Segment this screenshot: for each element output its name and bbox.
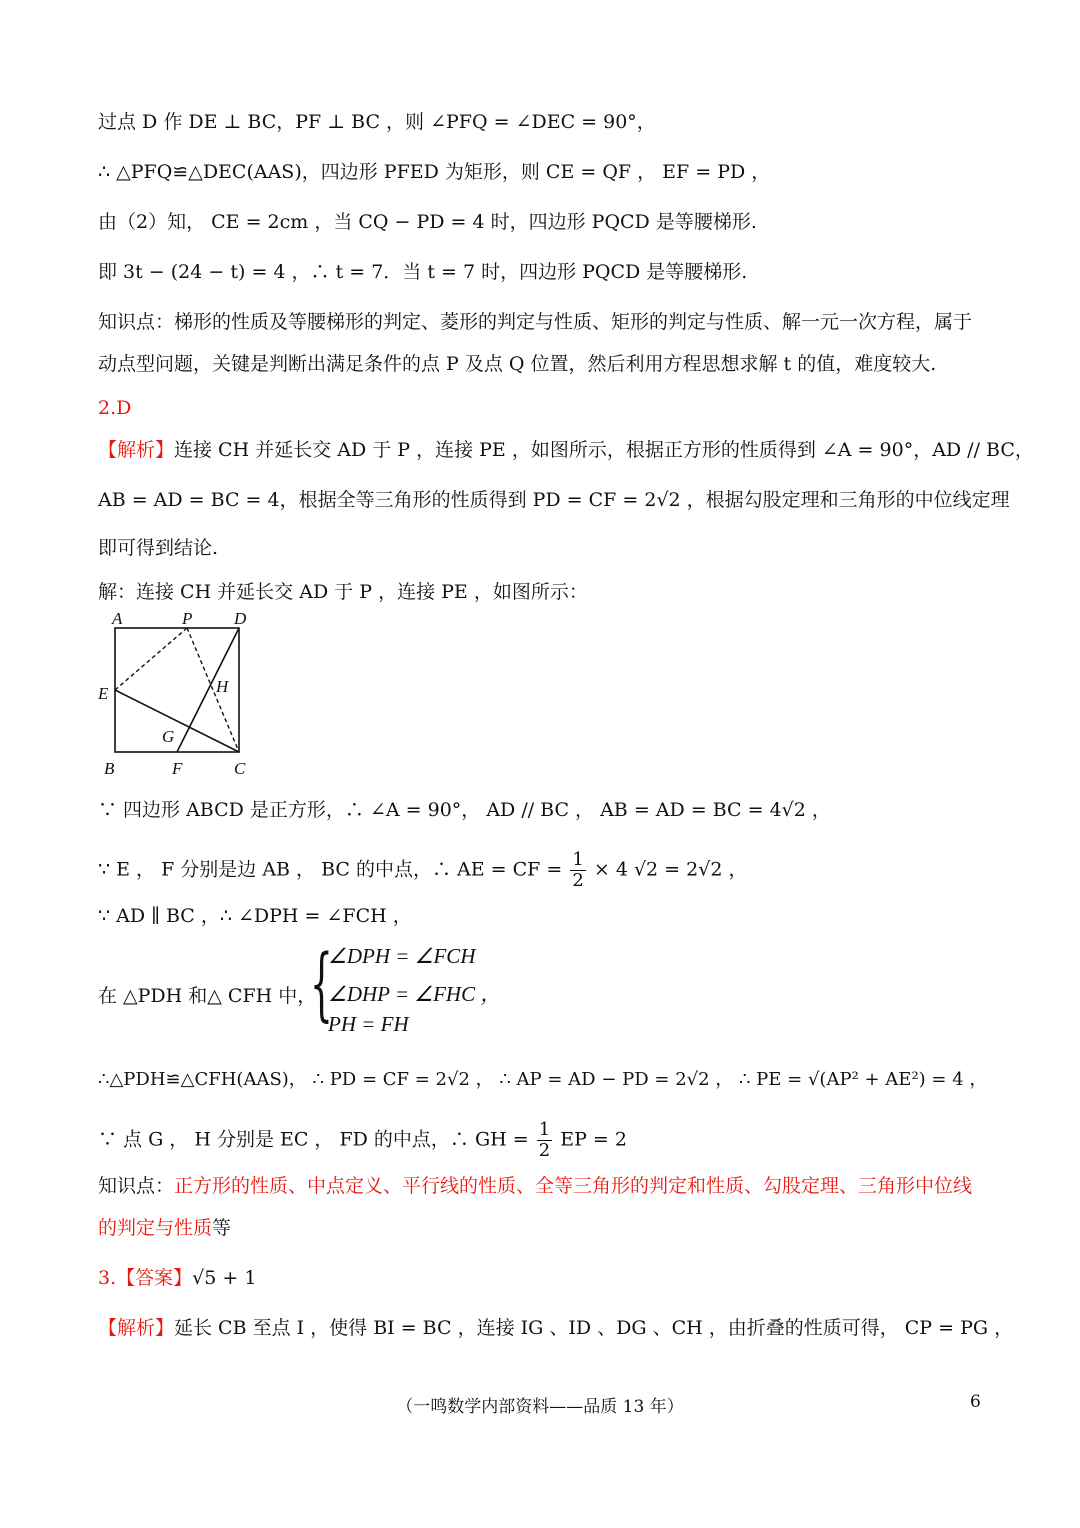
text: ∵ E ， F 分别是边 AB ， BC 的中点，∴ AE = CF = — [98, 858, 563, 881]
analysis-line-1 — [98, 436, 1034, 464]
text: × 4 √2 = 2√2 ， — [593, 858, 748, 881]
text: ∵ 点 G ， H 分别是 EC ， FD 的中点，∴ GH = — [98, 1128, 529, 1151]
label-p: P — [182, 609, 193, 628]
text: 由（2）知， CE = 2cm ，当 CQ − PD = 4 时，四边形 PQCD 是等腰梯形. — [98, 211, 757, 233]
fraction-half — [570, 850, 585, 891]
label-g: G — [162, 727, 175, 746]
page-footer: （一鸣数学内部资料——品质 13 年） — [396, 1397, 684, 1417]
square-figure — [92, 606, 262, 782]
question-number — [98, 394, 984, 422]
solution-line-4 — [98, 258, 984, 286]
solution-line-3 — [98, 208, 984, 236]
text: 知识点：梯形的性质及等腰梯形的判定、菱形的判定与性质、矩形的判定与性质、解一元一次方程，属于 — [98, 311, 973, 333]
text: 的判定与性质 — [98, 1217, 213, 1239]
analysis-line-2 — [98, 486, 1010, 514]
proof-line-2 — [98, 850, 984, 891]
label-d: D — [234, 609, 247, 628]
analysis-line-3 — [98, 534, 984, 562]
fraction-half — [537, 1120, 552, 1161]
numerator: 1 — [572, 849, 584, 870]
denominator: 2 — [538, 1140, 551, 1161]
segment-pe — [115, 628, 187, 690]
knowledge-point-2-cont — [98, 1214, 984, 1242]
text: EP = 2 — [560, 1128, 627, 1151]
solution-line-1 — [98, 108, 984, 136]
text: 等 — [212, 1217, 232, 1239]
label-a: A — [112, 609, 123, 628]
text: 在 △PDH 和△ CFH 中， — [98, 985, 317, 1007]
analysis-3-line-1 — [98, 1314, 1014, 1342]
answer-line — [98, 1264, 984, 1292]
solution-intro — [98, 578, 984, 606]
system-row-1: ∠DPH = ∠FCH — [328, 944, 476, 968]
text: ∴ △PFQ≌△DEC(AAS)，四边形 PFED 为矩形，则 CE = QF ， EF = PD ， — [98, 161, 771, 183]
label-b: B — [104, 759, 115, 778]
proof-line-6 — [98, 1120, 984, 1161]
text: 动点型问题，关键是判断出满足条件的点 P 及点 Q 位置，然后利用方程思想求解 t 的值，难度较大. — [98, 353, 937, 375]
proof-line-1 — [98, 796, 984, 824]
proof-line-5 — [98, 1066, 988, 1094]
proof-line-3 — [98, 902, 984, 930]
text: 即 3t − (24 − t) = 4 ，∴ t = 7．当 t = 7 时，四边形 PQCD 是等腰梯形. — [98, 261, 748, 283]
label-f: F — [172, 759, 183, 778]
proof-line-4 — [98, 982, 984, 1010]
text: 连接 CH 并延长交 AD 于 P ，连接 PE ，如图所示，根据正方形的性质得到 ∠A = 90°，AD // BC， — [174, 439, 1034, 461]
analysis-tag: 【解析】 — [98, 1317, 175, 1339]
analysis-tag: 【解析】 — [98, 439, 175, 461]
text: 2.D — [98, 397, 132, 419]
solution-line-2 — [98, 158, 984, 186]
segment-ec — [115, 690, 239, 752]
system-brace: { — [310, 937, 333, 1030]
label-e: E — [98, 684, 109, 703]
system-row-2: ∠DHP = ∠FHC ， — [328, 982, 502, 1006]
text: AB = AD = BC = 4，根据全等三角形的性质得到 PD = CF = 2√2 ，根据勾股定理和三角形的中位线定理 — [98, 489, 1010, 511]
answer-value: √5 + 1 — [192, 1267, 257, 1289]
text: ∴△PDH≌△CFH(AAS)， ∴ PD = CF = 2√2 ， ∴ AP = AD − PD = 2√2 ， ∴ PE = √(AP² + AE²) = 4 ， — [98, 1069, 988, 1090]
knowledge-point-2 — [98, 1172, 984, 1200]
text: 延长 CB 至点 I ，使得 BI = BC ，连接 IG 、ID 、DG 、CH ，由折叠的性质可得， CP = PG ， — [174, 1317, 1014, 1339]
text: ∵ AD ∥ BC ，∴ ∠DPH = ∠FCH ， — [98, 905, 412, 927]
text: 解：连接 CH 并延长交 AD 于 P ，连接 PE ，如图所示： — [98, 581, 588, 603]
text: 正方形的性质、中点定义、平行线的性质、全等三角形的判定和性质、勾股定理、三角形中位线 — [174, 1175, 973, 1197]
segment-fd — [177, 628, 239, 752]
label-h: H — [216, 677, 229, 696]
denominator: 2 — [572, 870, 584, 891]
knowledge-tag: 知识点： — [98, 1175, 175, 1197]
segment-pc — [187, 628, 239, 752]
numerator: 1 — [538, 1119, 551, 1140]
knowledge-line-1 — [98, 308, 984, 336]
text: 过点 D 作 DE ⊥ BC，PF ⊥ BC ，则 ∠PFQ = ∠DEC = 90°， — [98, 111, 656, 133]
text: ∵ 四边形 ABCD 是正方形，∴ ∠A = 90°， AD // BC ， AB = AD = BC = 4√2 ， — [98, 799, 831, 821]
text: 即可得到结论. — [98, 537, 219, 559]
label-c: C — [234, 759, 246, 778]
knowledge-line-2 — [98, 350, 984, 378]
page-number: 6 — [970, 1392, 981, 1412]
system-row-3: PH = FH — [328, 1012, 409, 1036]
answer-tag: 3.【答案】 — [98, 1267, 193, 1289]
